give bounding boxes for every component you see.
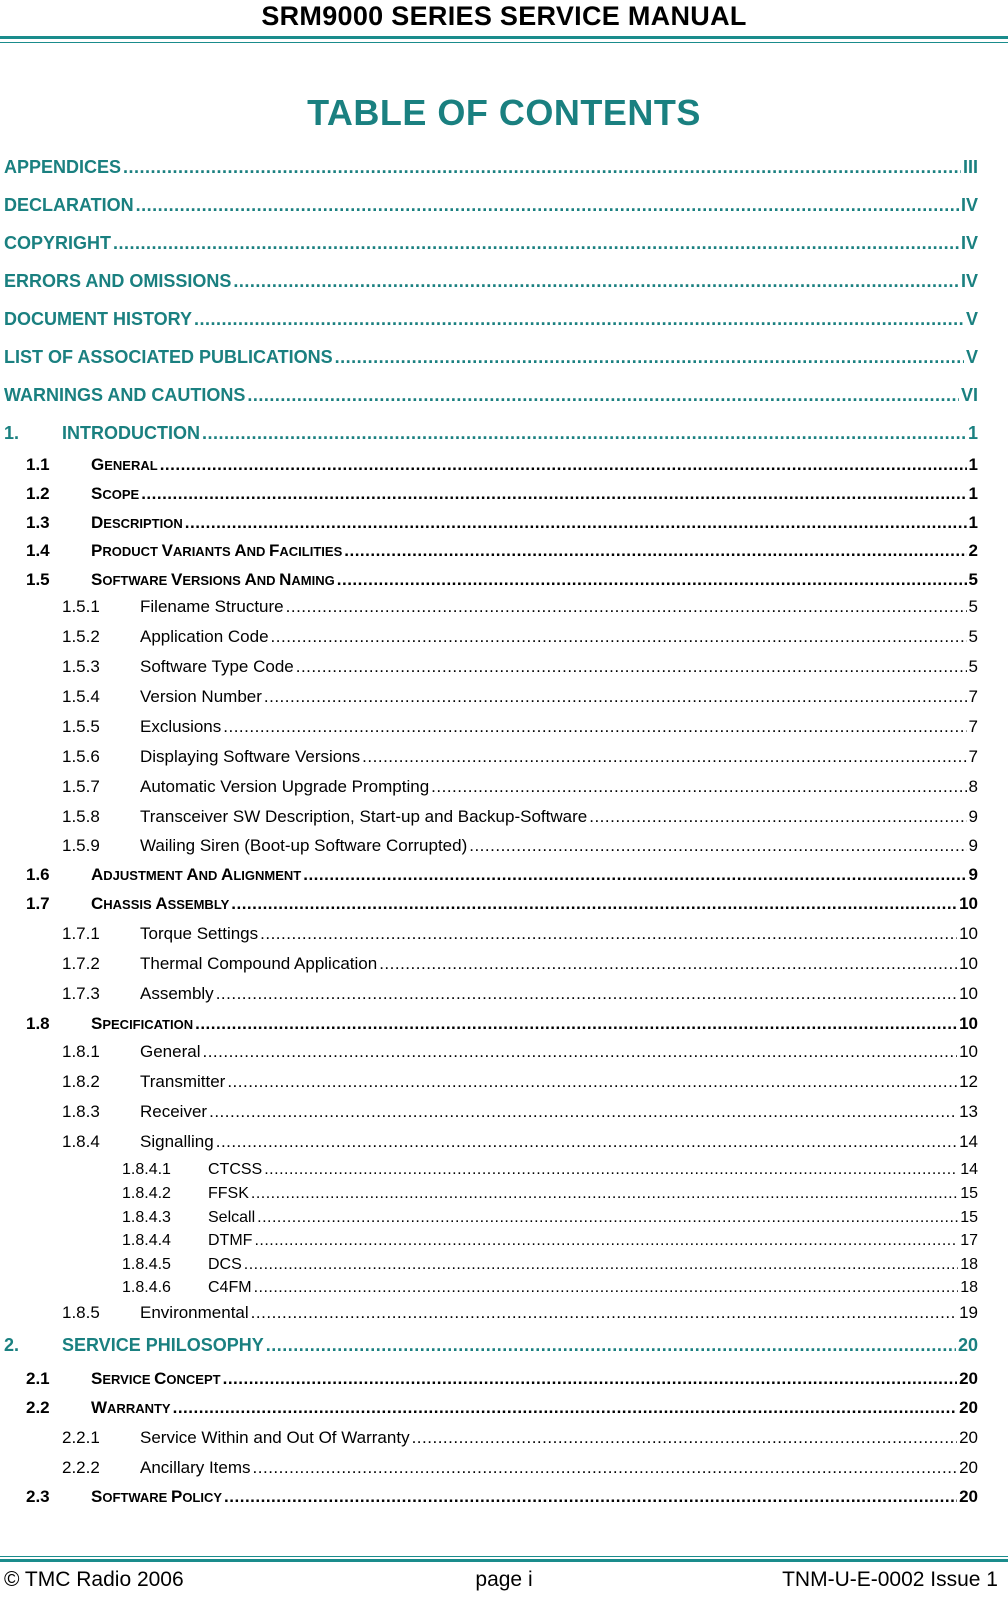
toc-leader-dots: [335, 347, 964, 368]
toc-title: TABLE OF CONTENTS: [307, 92, 701, 133]
toc-entry-number: 2.2.1: [62, 1428, 100, 1447]
toc-entry-title: Signalling: [140, 1132, 214, 1151]
toc-entry[interactable]: [26, 513, 978, 533]
toc-entry-number: 1.: [4, 423, 20, 443]
toc-entry-number: 1.5.3: [62, 657, 100, 676]
toc-leader-dots: [266, 1335, 956, 1356]
toc-entry-page: 1: [968, 513, 978, 532]
toc-entry-title: ERRORS AND OMISSIONS: [4, 271, 232, 291]
toc-entry-number: 1.5.4: [62, 687, 100, 706]
toc-entry-title: Application Code: [140, 627, 269, 646]
toc-entry[interactable]: [62, 687, 978, 707]
toc-entry-title: FFSK: [208, 1185, 249, 1202]
toc-entry-number: 1.8.4.4: [122, 1232, 171, 1249]
toc-entry-number: 1.5: [26, 570, 50, 589]
toc-entry[interactable]: [26, 570, 978, 590]
toc-leader-dots: [223, 1369, 957, 1389]
header-rule-top: [0, 36, 1008, 39]
page-number: page i: [475, 1568, 533, 1591]
page-header: [0, 0, 1008, 32]
toc-entry-page: 18: [960, 1279, 978, 1296]
toc-entry-page: 15: [960, 1185, 978, 1202]
toc-entry[interactable]: [62, 597, 978, 617]
toc-entry-page: 5: [968, 570, 978, 589]
toc-entry-page: 10: [959, 894, 978, 913]
toc-entry-title: DECLARATION: [4, 195, 134, 215]
toc-leader-dots: [271, 627, 967, 647]
toc-entry-page: IV: [960, 271, 978, 291]
toc-entry[interactable]: [122, 1185, 978, 1203]
toc-entry-title: Version Number: [140, 687, 262, 706]
toc-entry-number: 1.7.1: [62, 924, 100, 943]
toc-leader-dots: [194, 309, 964, 330]
toc-leader-dots: [264, 1161, 958, 1179]
toc-entry[interactable]: [62, 984, 978, 1004]
toc-entry-page: 5: [968, 657, 978, 676]
toc-leader-dots: [254, 1232, 958, 1250]
toc-leader-dots: [412, 1428, 958, 1448]
toc-entry-page: 9: [968, 836, 978, 855]
toc-entry-page: 9: [968, 865, 978, 884]
toc-entry[interactable]: [26, 1487, 978, 1507]
toc-entry-title: Transceiver SW Description, Start-up and Backup-Software: [140, 807, 588, 826]
toc-entry[interactable]: [62, 836, 978, 856]
toc-entry[interactable]: [26, 1398, 978, 1418]
toc-leader-dots: [202, 1042, 957, 1062]
toc-entry[interactable]: [122, 1279, 978, 1297]
toc-entry-page: 5: [968, 597, 978, 616]
toc-leader-dots: [227, 1072, 957, 1092]
toc-entry-page: 7: [968, 747, 978, 766]
toc-entry-title: WARNINGS AND CAUTIONS: [4, 385, 246, 405]
toc-entry-page: 10: [959, 1014, 978, 1033]
toc-leader-dots: [251, 1185, 958, 1203]
toc-entry[interactable]: [4, 347, 978, 368]
toc-entry-title: INTRODUCTION: [62, 423, 200, 443]
toc-entry-number: 1.7: [26, 894, 50, 913]
toc-leader-dots: [223, 717, 966, 737]
toc-entry-page: 2: [968, 541, 978, 560]
toc-entry-page: V: [965, 309, 978, 329]
toc-entry-number: 1.8.4.5: [122, 1256, 171, 1273]
toc-leader-dots: [231, 894, 957, 914]
toc-entry-title: DTMF: [208, 1232, 253, 1249]
toc-entry-title: Thermal Compound Application: [140, 954, 378, 973]
toc-entry-number: 2.2: [26, 1398, 50, 1417]
toc-entry[interactable]: [4, 233, 978, 254]
toc-entry[interactable]: [26, 455, 978, 475]
toc-entry-number: 1.8.4.2: [122, 1185, 171, 1202]
toc-entry-title: Filename Structure: [140, 597, 284, 616]
toc-entry[interactable]: [122, 1256, 978, 1274]
toc-entry-title: SOFTWARE POLICY: [91, 1487, 223, 1506]
toc-entry-title: APPENDICES: [4, 157, 122, 177]
toc-leader-dots: [160, 455, 967, 475]
toc-entry-page: 1: [968, 455, 978, 474]
toc-entry-number: 2.1: [26, 1369, 50, 1388]
toc-entry-title: Wailing Siren (Boot-up Software Corrupted): [140, 836, 468, 855]
toc-entry-number: 1.8: [26, 1014, 50, 1033]
toc-entry-page: 19: [959, 1303, 978, 1322]
toc-leader-dots: [257, 1209, 958, 1227]
toc-entry-title: Transmitter: [140, 1072, 226, 1091]
document-id: TNM-U-E-0002 Issue 1: [782, 1568, 998, 1591]
toc-entry[interactable]: [26, 541, 978, 561]
toc-entry-page: 10: [959, 954, 978, 973]
toc-entry-number: 1.5.6: [62, 747, 100, 766]
toc-entry-title: GENERAL: [91, 455, 158, 474]
toc-entry-title: Selcall: [208, 1209, 256, 1226]
toc-entry[interactable]: [62, 1042, 978, 1062]
toc-entry-title: SCOPE: [91, 484, 140, 503]
toc-entry-number: 1.5.1: [62, 597, 100, 616]
toc-leader-dots: [136, 195, 959, 216]
toc-entry-page: IV: [960, 233, 978, 253]
toc-entry-page: 1: [968, 484, 978, 503]
toc-entry-page: 14: [959, 1132, 978, 1151]
toc-entry[interactable]: [62, 1303, 978, 1323]
toc-entry-page: 20: [959, 1458, 978, 1477]
toc-entry[interactable]: [122, 1232, 978, 1250]
toc-entry[interactable]: [62, 657, 978, 677]
toc-leader-dots: [264, 687, 967, 707]
toc-entry-page: 10: [959, 1042, 978, 1061]
toc-entry-number: 1.8.3: [62, 1102, 100, 1121]
toc-entry-page: 12: [959, 1072, 978, 1091]
toc-leader-dots: [202, 423, 966, 444]
toc-entry-page: 18: [960, 1256, 978, 1273]
toc-entry[interactable]: [26, 1369, 978, 1389]
toc-leader-dots: [469, 836, 966, 856]
toc-entry[interactable]: [62, 954, 978, 974]
toc-entry[interactable]: [4, 1335, 978, 1356]
toc-entry-page: 8: [968, 777, 978, 796]
toc-entry-page: 5: [968, 627, 978, 646]
toc-entry-page: 20: [957, 1335, 978, 1355]
toc-entry-title: Assembly: [140, 984, 214, 1003]
toc-entry-title: Service Within and Out Of Warranty: [140, 1428, 410, 1447]
toc-entry[interactable]: [4, 385, 978, 406]
toc-entry-title: CTCSS: [208, 1161, 263, 1178]
toc-entry[interactable]: [62, 777, 978, 797]
header-rule-bottom: [0, 42, 1008, 43]
toc-entry-page: IV: [960, 195, 978, 215]
toc-entry-page: 7: [968, 717, 978, 736]
toc-entry-number: 1.7.3: [62, 984, 100, 1003]
toc-entry[interactable]: [62, 627, 978, 647]
footer-rule-top: [0, 1556, 1008, 1557]
toc-leader-dots: [185, 513, 967, 533]
toc-entry-title: Ancillary Items: [140, 1458, 251, 1477]
toc-leader-dots: [209, 1102, 957, 1122]
toc-entry[interactable]: [26, 1014, 978, 1034]
toc-leader-dots: [379, 954, 957, 974]
toc-entry-title: DOCUMENT HISTORY: [4, 309, 193, 329]
toc-leader-dots: [286, 597, 967, 617]
toc-entry[interactable]: [122, 1161, 978, 1179]
toc-leader-dots: [224, 1487, 957, 1507]
toc-entry-title: SOFTWARE VERSIONS AND NAMING: [91, 570, 335, 589]
toc-leader-dots: [344, 541, 966, 561]
toc-entry-title: Displaying Software Versions: [140, 747, 361, 766]
toc-entry-page: V: [965, 347, 978, 367]
toc-leader-dots: [247, 385, 959, 406]
toc-entry[interactable]: [62, 924, 978, 944]
toc-entry-title: Receiver: [140, 1102, 208, 1121]
toc-entry-title: LIST OF ASSOCIATED PUBLICATIONS: [4, 347, 333, 367]
toc-entry-number: 2.3: [26, 1487, 50, 1506]
page-footer: [0, 1568, 1008, 1597]
toc-entry-title: SERVICE CONCEPT: [91, 1369, 221, 1388]
toc-entry-page: 9: [968, 807, 978, 826]
toc-entry-number: 1.5.9: [62, 836, 100, 855]
footer-rule-bottom: [0, 1559, 1008, 1562]
toc-leader-dots: [113, 233, 959, 254]
toc-entry-title: General: [140, 1042, 201, 1061]
toc-entry-number: 1.1: [26, 455, 50, 474]
toc-entry-number: 1.5.5: [62, 717, 100, 736]
toc-entry[interactable]: [62, 747, 978, 767]
toc-leader-dots: [253, 1458, 958, 1478]
toc-leader-dots: [303, 865, 966, 885]
toc-leader-dots: [141, 484, 966, 504]
toc-entry[interactable]: [62, 1072, 978, 1092]
toc-entry-number: 1.7.2: [62, 954, 100, 973]
toc-entry-page: VI: [960, 385, 978, 405]
toc-entry-page: 20: [959, 1398, 978, 1417]
toc-leader-dots: [216, 1132, 957, 1152]
toc-entry-title: Torque Settings: [140, 924, 259, 943]
toc-entry-number: 2.: [4, 1335, 20, 1355]
toc-entry-title: Environmental: [140, 1303, 249, 1322]
toc-entry[interactable]: [26, 484, 978, 504]
toc-entry-number: 1.4: [26, 541, 50, 560]
manual-title: SRM9000 SERIES SERVICE MANUAL: [261, 1, 747, 31]
toc-entry-number: 1.2: [26, 484, 50, 503]
toc-entry-number: 1.3: [26, 513, 50, 532]
toc-entry-number: 1.5.7: [62, 777, 100, 796]
toc-entry-number: 1.8.4.3: [122, 1209, 171, 1226]
toc-entry-title: C4FM: [208, 1279, 252, 1296]
toc-entry[interactable]: [4, 423, 978, 444]
toc-entry[interactable]: [62, 1428, 978, 1448]
toc-entry-page: 20: [959, 1369, 978, 1388]
toc-entry-number: 1.8.4: [62, 1132, 100, 1151]
toc-entry-number: 1.5.2: [62, 627, 100, 646]
toc-entry[interactable]: [4, 309, 978, 330]
toc-entry-number: 1.8.4.1: [122, 1161, 171, 1178]
toc-leader-dots: [173, 1398, 957, 1418]
toc-entry-page: 10: [959, 984, 978, 1003]
toc-entry[interactable]: [4, 271, 978, 292]
toc-entry-page: 13: [959, 1102, 978, 1121]
toc-entry-number: 1.6: [26, 865, 50, 884]
toc-entry[interactable]: [62, 807, 978, 827]
toc-entry-title: WARRANTY: [91, 1398, 171, 1417]
toc-leader-dots: [216, 984, 957, 1004]
toc-entry-page: 1: [967, 423, 978, 443]
toc-leader-dots: [251, 1303, 957, 1323]
toc-entry-page: 15: [960, 1209, 978, 1226]
toc-leader-dots: [337, 570, 967, 590]
toc-leader-dots: [123, 157, 961, 178]
toc-entry-page: 7: [968, 687, 978, 706]
toc-entry-number: 1.8.5: [62, 1303, 100, 1322]
toc-entry-page: 20: [959, 1428, 978, 1447]
toc-entry-number: 2.2.2: [62, 1458, 100, 1477]
toc-entry-title: Software Type Code: [140, 657, 294, 676]
toc-entry-number: 1.8.4.6: [122, 1279, 171, 1296]
toc-entry-title: SERVICE PHILOSOPHY: [62, 1335, 264, 1355]
toc-entry-title: PRODUCT VARIANTS AND FACILITIES: [91, 541, 343, 560]
toc-entry[interactable]: [62, 1458, 978, 1478]
toc-entry-title: ADJUSTMENT AND ALIGNMENT: [91, 865, 302, 884]
toc-entry-title: COPYRIGHT: [4, 233, 112, 253]
toc-entry-page: 20: [959, 1487, 978, 1506]
toc-entry-page: 17: [960, 1232, 978, 1249]
toc-entry[interactable]: [62, 1102, 978, 1122]
toc-entry-title: Exclusions: [140, 717, 222, 736]
toc-entry-title: Automatic Version Upgrade Prompting: [140, 777, 430, 796]
toc-entry-number: 1.5.8: [62, 807, 100, 826]
toc-entry[interactable]: [26, 865, 978, 885]
toc-entry-page: 14: [960, 1161, 978, 1178]
toc-leader-dots: [296, 657, 967, 677]
toc-entry-title: DESCRIPTION: [91, 513, 183, 532]
toc-entry-title: SPECIFICATION: [91, 1014, 194, 1033]
toc-entry[interactable]: [4, 157, 978, 178]
toc-entry[interactable]: [62, 1132, 978, 1152]
toc-entry-title: CHASSIS ASSEMBLY: [91, 894, 230, 913]
toc-leader-dots: [362, 747, 966, 767]
toc-entry-title: DCS: [208, 1256, 242, 1273]
toc-leader-dots: [195, 1014, 957, 1034]
toc-entry-page: 10: [959, 924, 978, 943]
toc-entry[interactable]: [4, 195, 978, 216]
toc-entry[interactable]: [62, 717, 978, 737]
toc-entry-page: III: [962, 157, 978, 177]
toc-entry[interactable]: [26, 894, 978, 914]
toc-leader-dots: [260, 924, 957, 944]
toc-leader-dots: [244, 1256, 958, 1274]
toc-entry[interactable]: [122, 1209, 978, 1227]
toc-leader-dots: [431, 777, 966, 797]
toc-entry-number: 1.8.2: [62, 1072, 100, 1091]
toc-entry-number: 1.8.1: [62, 1042, 100, 1061]
toc-leader-dots: [233, 271, 959, 292]
copyright-text: © TMC Radio 2006: [4, 1568, 184, 1591]
toc-leader-dots: [589, 807, 966, 827]
toc-leader-dots: [254, 1279, 959, 1297]
